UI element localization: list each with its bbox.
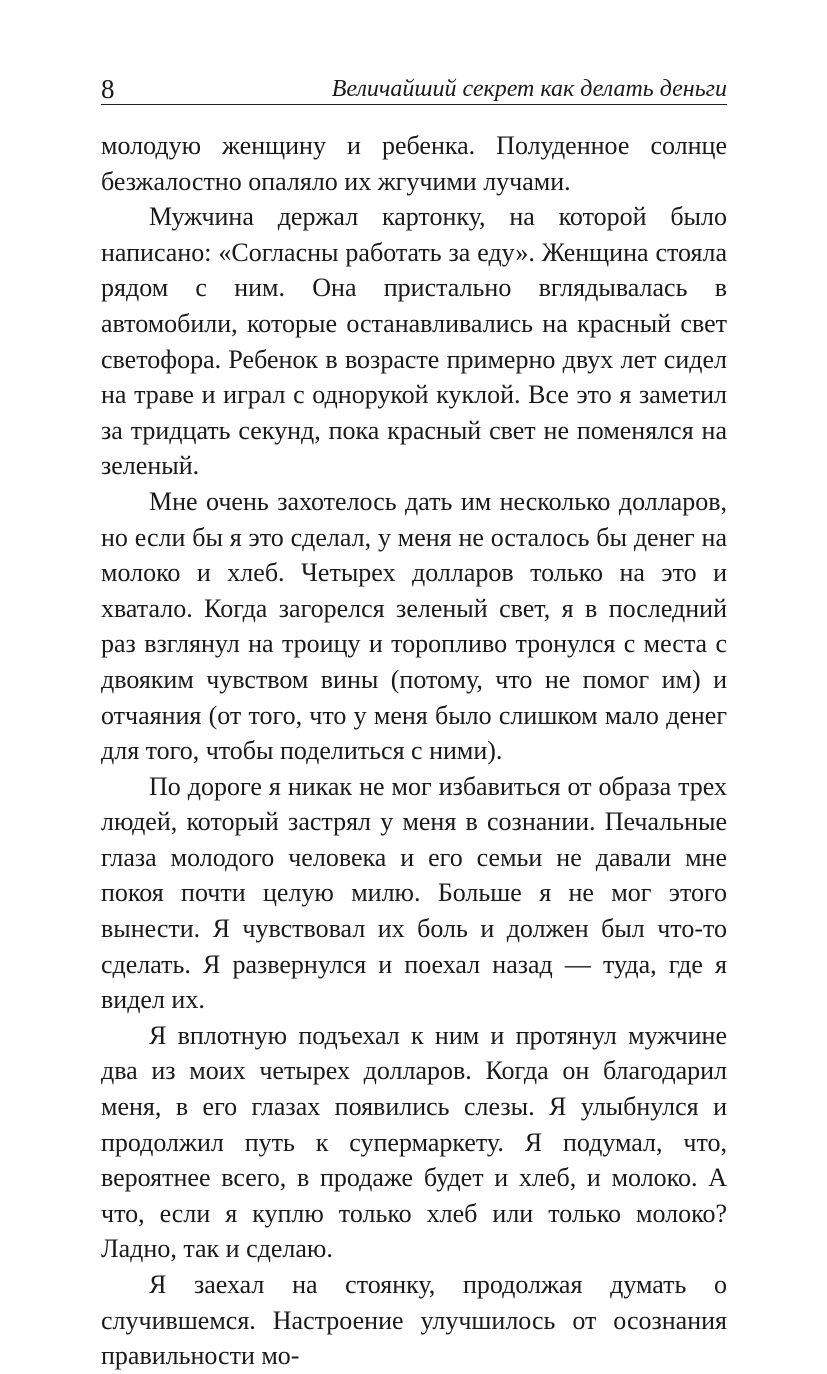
header-rule: [101, 104, 727, 105]
paragraph-continued: молодую женщину и ребенка. Полуденное солнце безжалостно опаляло их жгучими лучами.: [101, 131, 727, 196]
paragraph: Мужчина держал картонку, на которой было написано: «Согласны работать за еду». Женщина стояла рядом с ним. Она пристально вглядывалась в автомобили, которые останавливались на красный свет светофора. Ребенок в возрасте примерно двух лет сидел на траве и играл с однорукой куклой. Все это я заметил за тридцать секунд, пока красный свет не поменялся на зеленый.: [101, 202, 727, 481]
page-number: 8: [101, 74, 115, 104]
body-text: [101, 128, 727, 1374]
book-title: Величайший секрет как делать деньги: [331, 76, 727, 102]
paragraph: Я заехал на стоянку, продолжая думать о случившемся. Настроение улучшилось от осознания правильности мо-: [101, 1270, 727, 1371]
paragraph: Мне очень захотелось дать им несколько долларов, но если бы я это сделал, у меня не осталось бы денег на молоко и хлеб. Четырех долларов только на это и хватало. Когда загорелся зеленый свет, я в последний раз взглянул на троицу и торопливо тронулся с места с двояким чувством вины (потому, что не помог им) и отчаяния (от того, что у меня было слишком мало денег для того, чтобы поделиться с ними).: [101, 486, 727, 766]
paragraph: По дороге я никак не мог избавиться от образа трех людей, который застрял у меня в сознании. Печальные глаза молодого человека и его семьи не давали мне покоя почти целую милю. Больше я не мог этого вынести. Я чувствовал их боль и должен был что-то сделать. Я развернулся и поехал назад — туда, где я видел их.: [101, 771, 727, 1015]
running-head: [101, 68, 727, 104]
paragraph: Я вплотную подъехал к ним и протянул мужчине два из моих четырех долларов. Когда он благодарил меня, в его глазах появились слезы. Я улыбнулся и продолжил путь к супермаркету. Я подумал, что, вероятнее всего, в продаже будет и хлеб, и молоко. А что, если я куплю только хлеб или только молоко? Ладно, так и сделаю.: [101, 1020, 727, 1264]
